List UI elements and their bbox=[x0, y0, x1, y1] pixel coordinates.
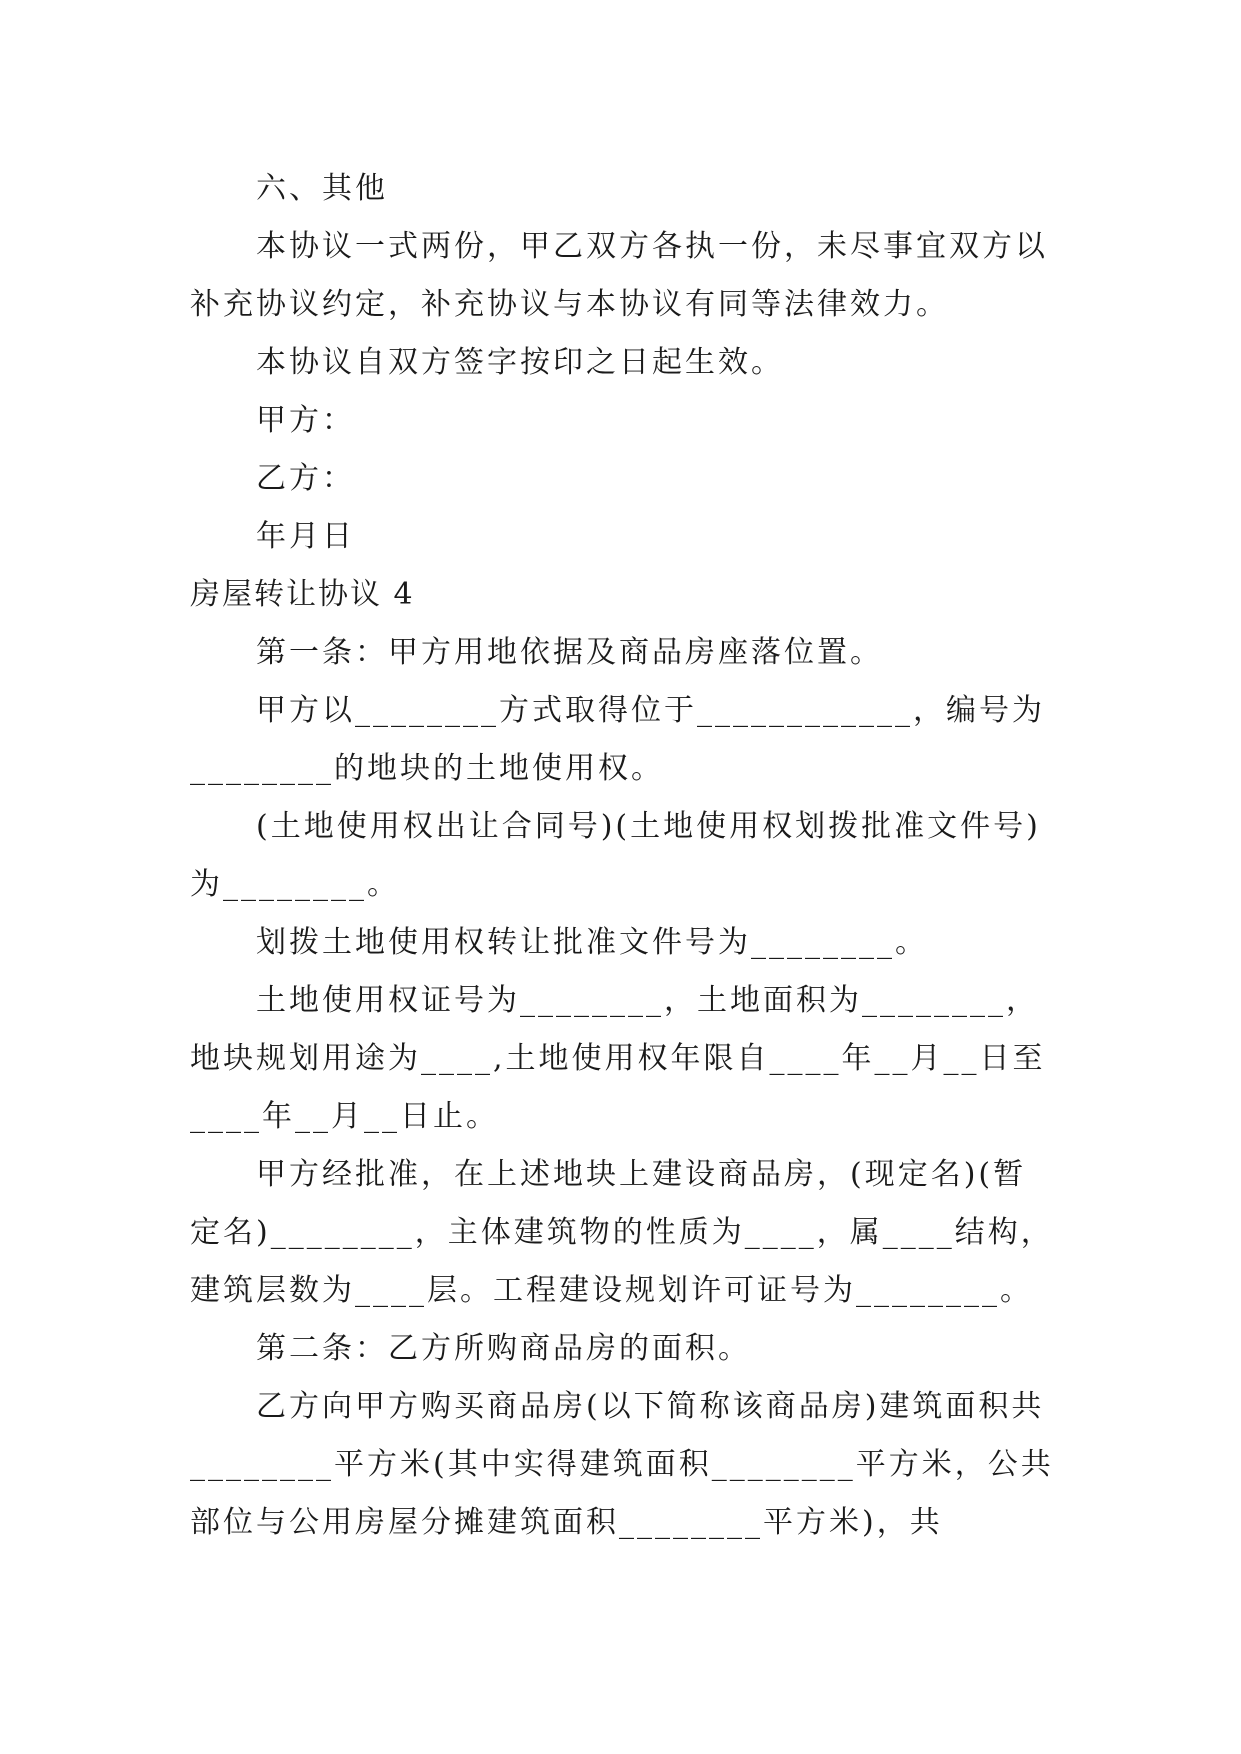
article-one-heading: 第一条：甲方用地依据及商品房座落位置。 bbox=[256, 635, 883, 670]
party-a-signature: 甲方： bbox=[256, 403, 355, 438]
signature-date: 年月日 bbox=[256, 519, 355, 554]
section-six-heading: 六、其他 bbox=[256, 171, 388, 206]
article-one-construction: 甲方经批准，在上述地块上建设商品房，(现定名)(暂定名)________，主体建筑物的性质为____，属____结构，建筑层数为____层。工程建设规划许可证号为________。 bbox=[190, 1157, 1054, 1308]
article-one-contract-number: (土地使用权出让合同号)(土地使用权划拨批准文件号)为________。 bbox=[190, 809, 1041, 902]
paragraph-copies: 本协议一式两份，甲乙双方各执一份，未尽事宜双方以补充协议约定，补充协议与本协议有同等法律效力。 bbox=[190, 229, 1048, 322]
party-b-signature: 乙方： bbox=[256, 461, 355, 496]
article-two-heading: 第二条：乙方所购商品房的面积。 bbox=[256, 1331, 751, 1366]
paragraph-effective: 本协议自双方签字按印之日起生效。 bbox=[256, 345, 784, 380]
article-two-area: 乙方向甲方购买商品房(以下简称该商品房)建筑面积共________平方米(其中实得建筑面积________平方米，公共部位与公用房屋分摊建筑面积________平方米)，共 bbox=[190, 1389, 1054, 1540]
article-one-land-acquisition: 甲方以________方式取得位于____________，编号为________的地块的土地使用权。 bbox=[190, 693, 1045, 786]
agreement-title: 房屋转让协议 4 bbox=[190, 577, 415, 612]
article-one-transfer-approval: 划拨土地使用权转让批准文件号为________。 bbox=[256, 925, 928, 960]
document-page bbox=[190, 160, 1055, 1552]
article-one-land-certificate: 土地使用权证号为________，土地面积为________，地块规划用途为____,土地使用权年限自____年__月__日至____年__月__日止。 bbox=[190, 983, 1046, 1134]
